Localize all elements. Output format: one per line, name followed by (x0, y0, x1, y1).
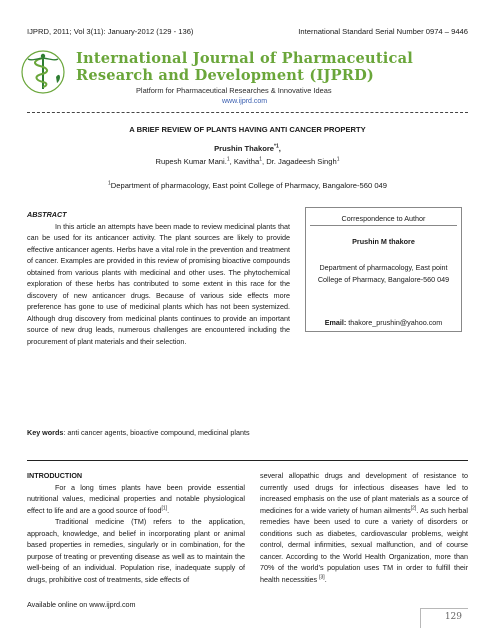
page-number-side-border (420, 608, 421, 628)
intro-p1-text: For a long times plants have been provide essential nutritional values, medicinal properties and notable physiological effect to life and are a good source of food (27, 482, 245, 515)
correspondence-title: Correspondence to Author (341, 214, 426, 223)
intro-p1-end: . (167, 505, 170, 515)
correspondence-email (310, 318, 457, 327)
running-head (27, 27, 468, 36)
right-text-b: . As such herbal remedies have been used to cure a variety of disorders or conditions such as diabetes, cardiovascular problems, weight control, dermal infirmities, sexual malfunction, and of course cancer. According to the World Health Organization, more than 70% of the world’s population uses TM in order to fulfill their health necessities (260, 505, 468, 584)
affiliation (0, 181, 495, 190)
correspondence-box (305, 207, 462, 332)
email-address[interactable]: thakore_prushin@yahoo.com (348, 318, 443, 327)
main-author: Prushin Thakore$^{*1}$, (214, 143, 281, 153)
journal-tagline: Platform for Pharmaceutical Researches & Innovative Ideas (136, 86, 332, 95)
co-author-name: Dr. Jagadeesh Singh (266, 157, 337, 166)
main-author-name: Prushin Thakore (214, 144, 275, 153)
section-rule (27, 460, 468, 461)
right-paragraph (260, 470, 468, 585)
keywords (27, 427, 287, 438)
journal-title-line2: Research and Development (IJPRD) (76, 67, 375, 84)
article-title: A BRIEF REVIEW OF PLANTS HAVING ANTI CANCER PROPERTY (129, 125, 366, 134)
affiliation-sup: 1 (108, 180, 111, 187)
journal-title-line1: International Journal of Pharmaceutical (76, 50, 414, 67)
affiliation-text: Department of pharmacology, East point College of Pharmacy, Bangalore-560 049 (110, 181, 387, 190)
right-column (260, 470, 468, 585)
main-author-sup: *1 (274, 143, 279, 150)
left-column (27, 470, 245, 585)
keywords-text: : anti cancer agents, bioactive compound, medicinal plants (63, 428, 250, 437)
page-number-box (420, 608, 468, 628)
page-number: 129 (444, 612, 462, 622)
email-label: Email: (324, 318, 347, 327)
intro-heading: INTRODUCTION (27, 471, 83, 480)
correspondence-dept: Department of pharmacology, East point College of Pharmacy, Bangalore-560 049 (317, 263, 450, 284)
citation-ref: [2] (410, 505, 417, 512)
correspondence-divider (310, 225, 457, 226)
abstract-text: In this article an attempts have been made to review medicinal plants that can be used for its anticancer activity. The plant sources are likely to provide effective anticancer agents. Herbs have a vital role in the prevention and treatment of cancer. Examples are provided in this review of promising bioactive compounds obtained from various plants with medicinal and other uses. The phytochemical exploration of these herbs has contributed to some extent in this race for the discovery of new anticancer drugs. Because of various side effects more preference has gone to use of medicinal plants which has not been systemized. Although drug discovery from medicinal plants continues to provide an important source of new drug leads, numerous challenges are encountered including the procurement of plant materials and their selection. (27, 222, 290, 346)
right-text-c: . (324, 574, 327, 584)
citation-ref: [3] (319, 574, 325, 581)
co-authors: Rupesh Kumar Mani.$^1$, Kavitha$^1$, Dr. Jagadeesh Singh$^1$ (155, 156, 340, 166)
co-author-sup: 1 (336, 156, 340, 163)
co-author-name: Kavitha (233, 157, 260, 166)
keywords-label: Key words (27, 428, 64, 437)
citation-ref: [1] (161, 505, 168, 512)
abstract-heading: ABSTRACT (27, 210, 67, 219)
caduceus-icon (20, 49, 66, 95)
intro-paragraph-2: Traditional medicine (TM) refers to the application, approach, knowledge, and belief in incorporating plant or animal based properties in remedies, singularly or in combination, for the purpose of treating or preventing disease as well as to maintain the well-being of an individual. Population rise, inadequate supply of drugs, prohibitive cost of treatments, side effects of (27, 517, 245, 584)
available-online: Available online on www.ijprd.com (27, 600, 136, 609)
co-author-sup: 1 (226, 156, 230, 163)
citation-info: IJPRD, 2011; Vol 3(11): January-2012 (129 - 136) (27, 27, 194, 36)
right-text-a: several allopathic drugs and development of resistance to currently used drugs for infectious diseases have led to increased emphasis on the use of plant materials as a source of medicines for a wide variety of human ailments (260, 471, 468, 515)
journal-url[interactable]: www.ijprd.com (222, 98, 268, 105)
issn-info: International Standard Serial Number 0974 – 9446 (298, 27, 468, 36)
journal-title (76, 50, 476, 84)
correspondence-name: Prushin M thakore (352, 237, 415, 246)
page-number-top-border (420, 608, 468, 609)
intro-paragraph-1 (27, 482, 245, 517)
co-author-sup: 1 (259, 156, 262, 163)
co-author-name: Rupesh Kumar Mani. (155, 157, 227, 166)
header-divider (27, 112, 468, 113)
